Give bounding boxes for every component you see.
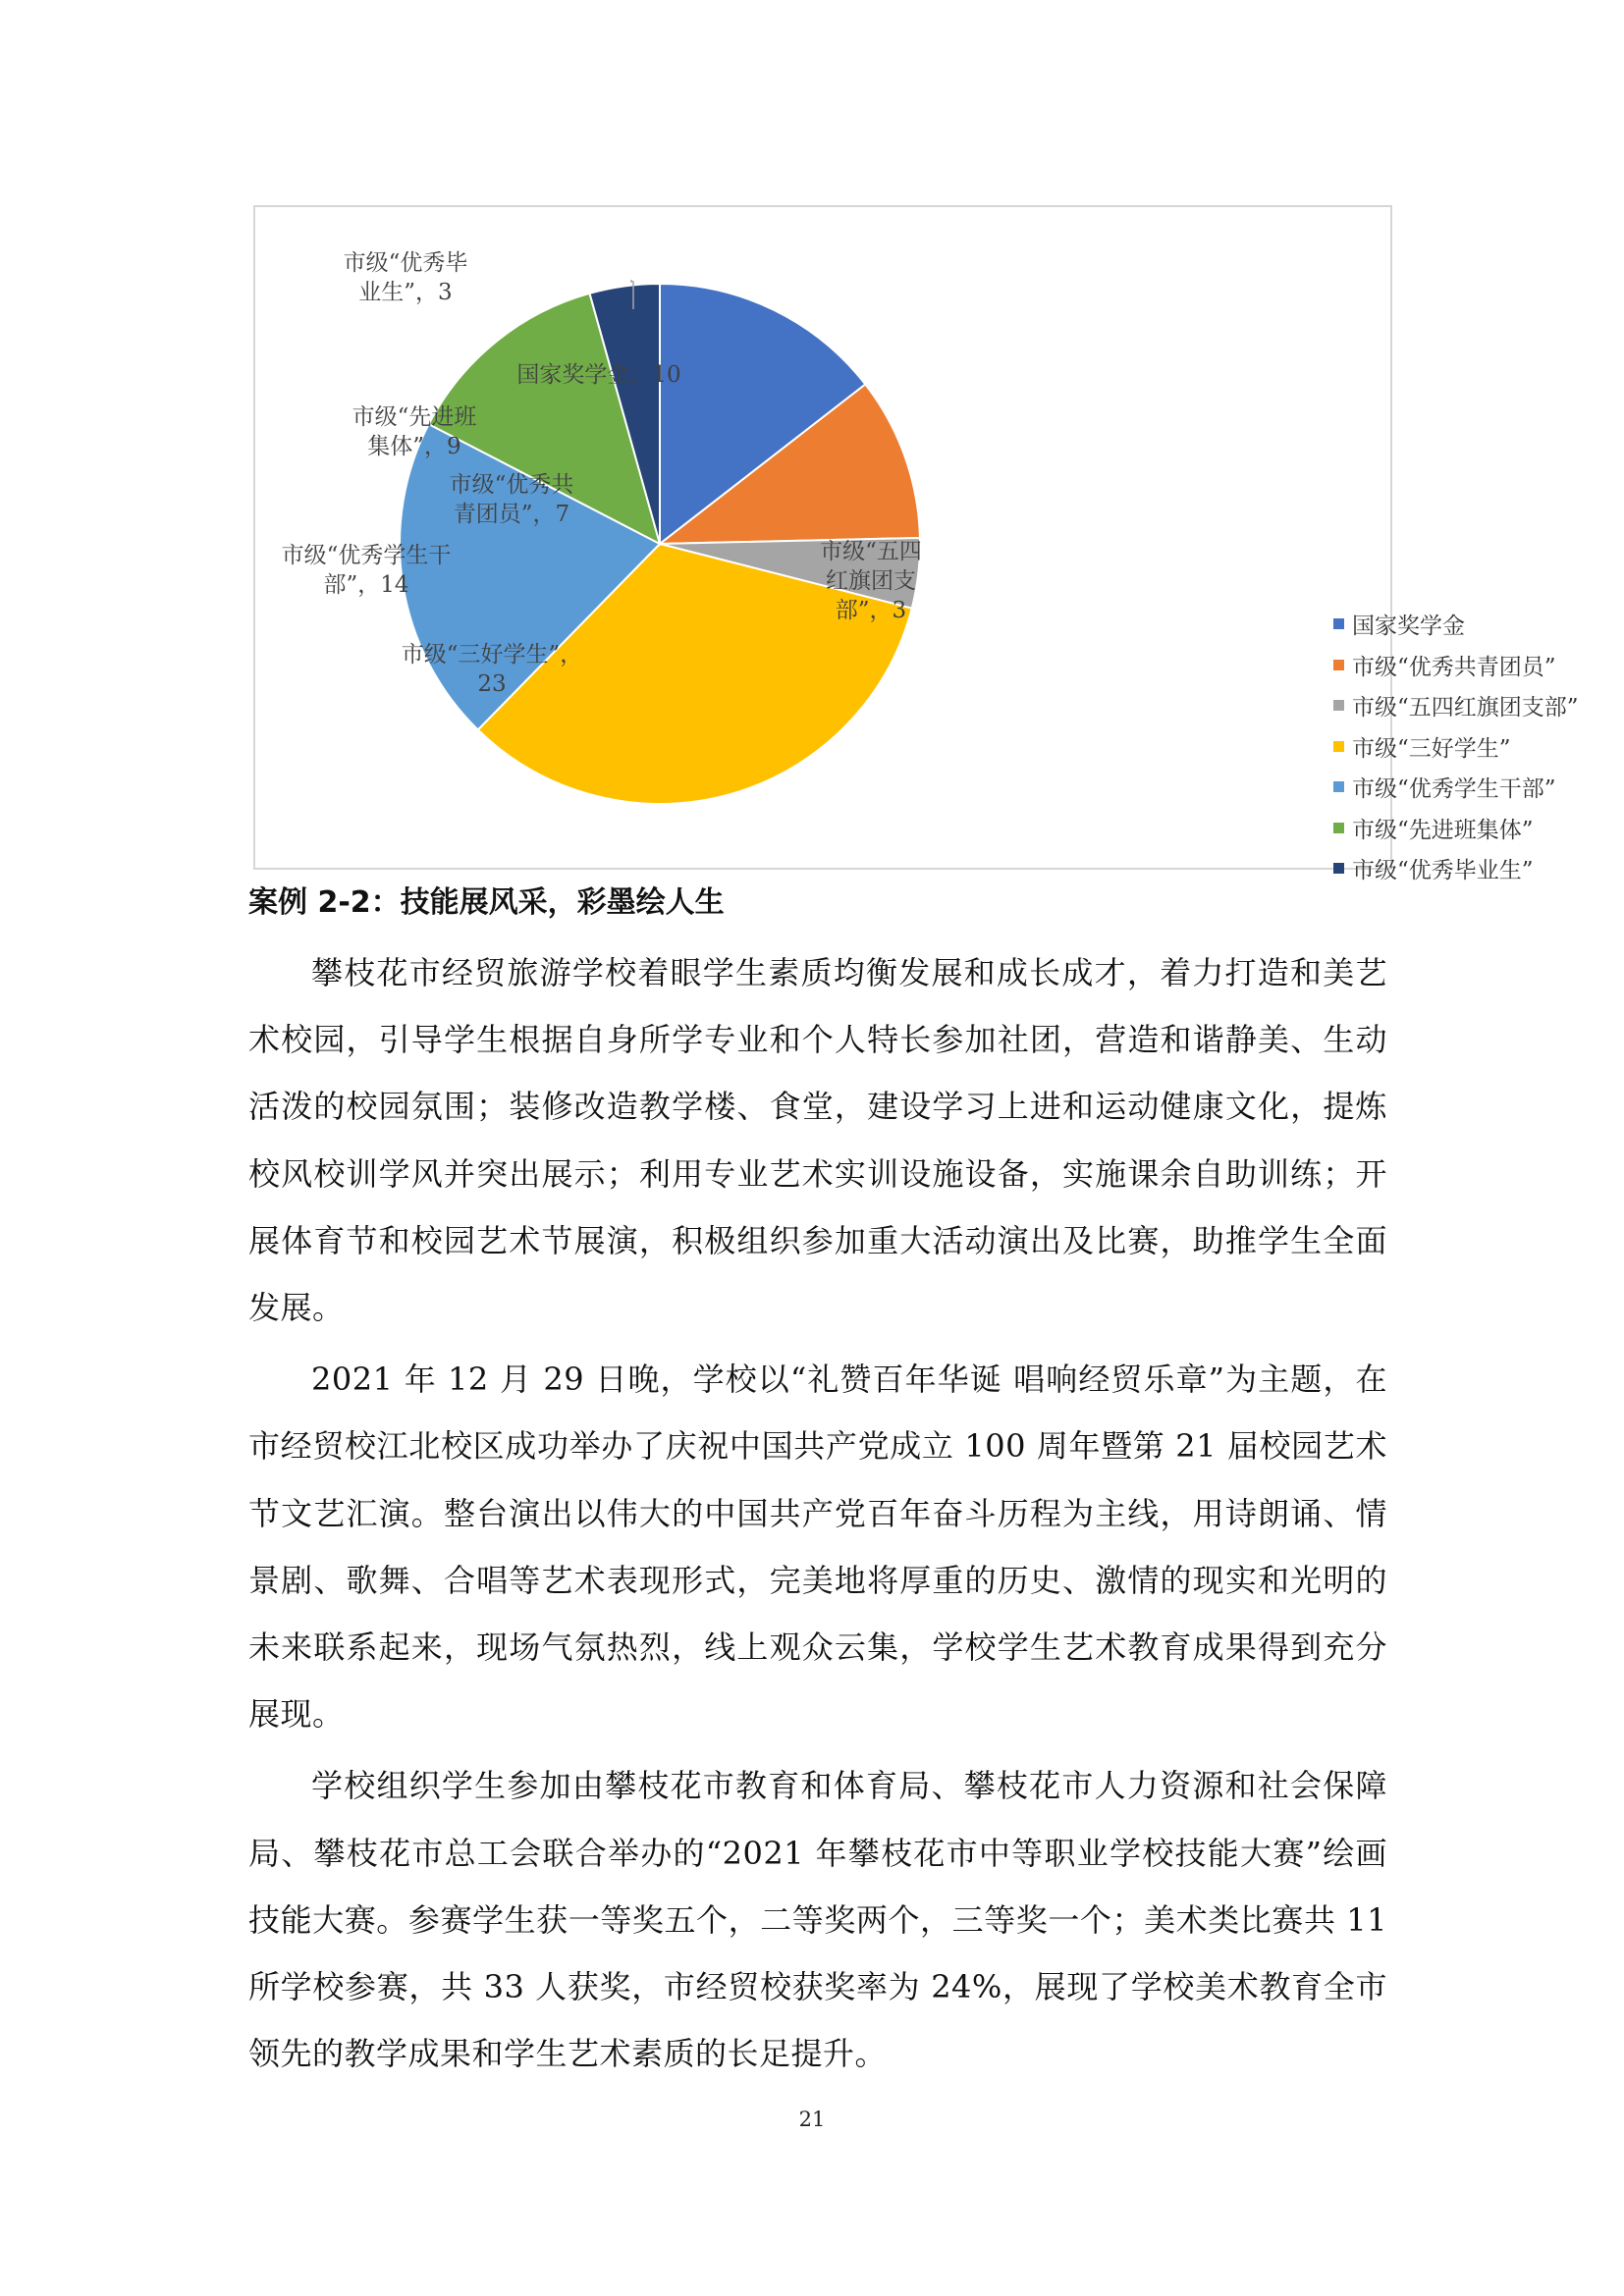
legend-item-excellent-league: [1333, 645, 1579, 686]
data-label-excellent-graduate: 市级“优秀毕业生”，3: [343, 250, 468, 305]
chart-legend: [1333, 604, 1579, 889]
data-label-excellent-cadre: 市级“优秀学生干部”，14: [281, 543, 452, 598]
legend-label: 市级“优秀共青团员”: [1352, 654, 1556, 680]
legend-item-national: [1333, 604, 1579, 645]
body-text: [248, 939, 1387, 2092]
award-pie-chart: [253, 205, 1579, 884]
legend-label: 市级“优秀毕业生”: [1352, 858, 1534, 884]
paragraph-1: 攀枝花市经贸旅游学校着眼学生素质均衡发展和成长成才，着力打造和美艺术校园，引导学生根据自身所学专业和个人特长参加社团，营造和谐静美、生动活泼的校园氛围；装修改造教学楼、食堂，建设学习上进和运动健康文化，提炼校风校训学风并突出展示；利用专业艺术实训设施设备，实施课余自助训练；开展体育节和校园艺术节展演，积极组织参加重大活动演出及比赛，助推学生全面发展。: [248, 954, 1387, 1327]
legend-item-advanced-class: [1333, 808, 1579, 849]
legend-swatch: [1333, 618, 1344, 629]
legend-label: 市级“三好学生”: [1352, 735, 1511, 762]
data-label-may-fourth: 市级“五四红旗团支部”，3: [820, 539, 922, 623]
legend-label: 市级“优秀学生干部”: [1352, 776, 1556, 803]
legend-label: 市级“五四红旗团支部”: [1352, 695, 1579, 721]
legend-swatch: [1333, 781, 1344, 792]
pie-chart-svg: [255, 207, 1394, 872]
legend-item-may-fourth: [1333, 685, 1579, 726]
legend-swatch: [1333, 863, 1344, 874]
paragraph-2: 2021 年 12 月 29 日晚，学校以“礼赞百年华诞 唱响经贸乐章”为主题，在市经贸校江北校区成功举办了庆祝中国共产党成立 100 周年暨第 21 届校园艺术节文艺汇演。整台演出以伟大的中国共产党百年奋斗历程为主线，用诗朗诵、情景剧、歌舞、合唱等艺术表现形式，完美地将厚重的历史、激情的现实和光明的未来联系起来，现场气氛热烈，线上观众云集，学校学生艺术教育成果得到充分展现。: [248, 1361, 1387, 1734]
page-number: 21: [798, 2108, 826, 2131]
data-label-excellent-league: 市级“优秀共青团员”，7: [449, 472, 574, 527]
legend-swatch: [1333, 823, 1344, 833]
data-label-advanced-class: 市级“先进班集体”，9: [352, 404, 477, 459]
legend-label: 国家奖学金: [1352, 614, 1465, 640]
data-label-national: 国家奖学金，10: [516, 362, 681, 388]
legend-item-three-good: [1333, 726, 1579, 768]
paragraph-3: 学校组织学生参加由攀枝花市教育和体育局、攀枝花市人力资源和社会保障局、攀枝花市总工会联合举办的“2021 年攀枝花市中等职业学校技能大赛”绘画技能大赛。参赛学生获一等奖五个，二等奖两个，三等奖一个；美术类比赛共 11 所学校参赛，共 33 人获奖，市经贸校获奖率为 24%，展现了学校美术教育全市领先的教学成果和学生艺术素质的长足提升。: [248, 1767, 1387, 2073]
case-heading: 案例 2-2：技能展风采，彩墨绘人生: [248, 885, 725, 920]
data-label-three-good: 市级“三好学生”， 23: [401, 642, 583, 697]
legend-item-excellent-cadre: [1333, 767, 1579, 808]
legend-item-excellent-graduate: [1333, 848, 1579, 889]
legend-swatch: [1333, 741, 1344, 752]
legend-swatch: [1333, 660, 1344, 670]
legend-swatch: [1333, 700, 1344, 711]
legend-label: 市级“先进班集体”: [1352, 817, 1534, 843]
